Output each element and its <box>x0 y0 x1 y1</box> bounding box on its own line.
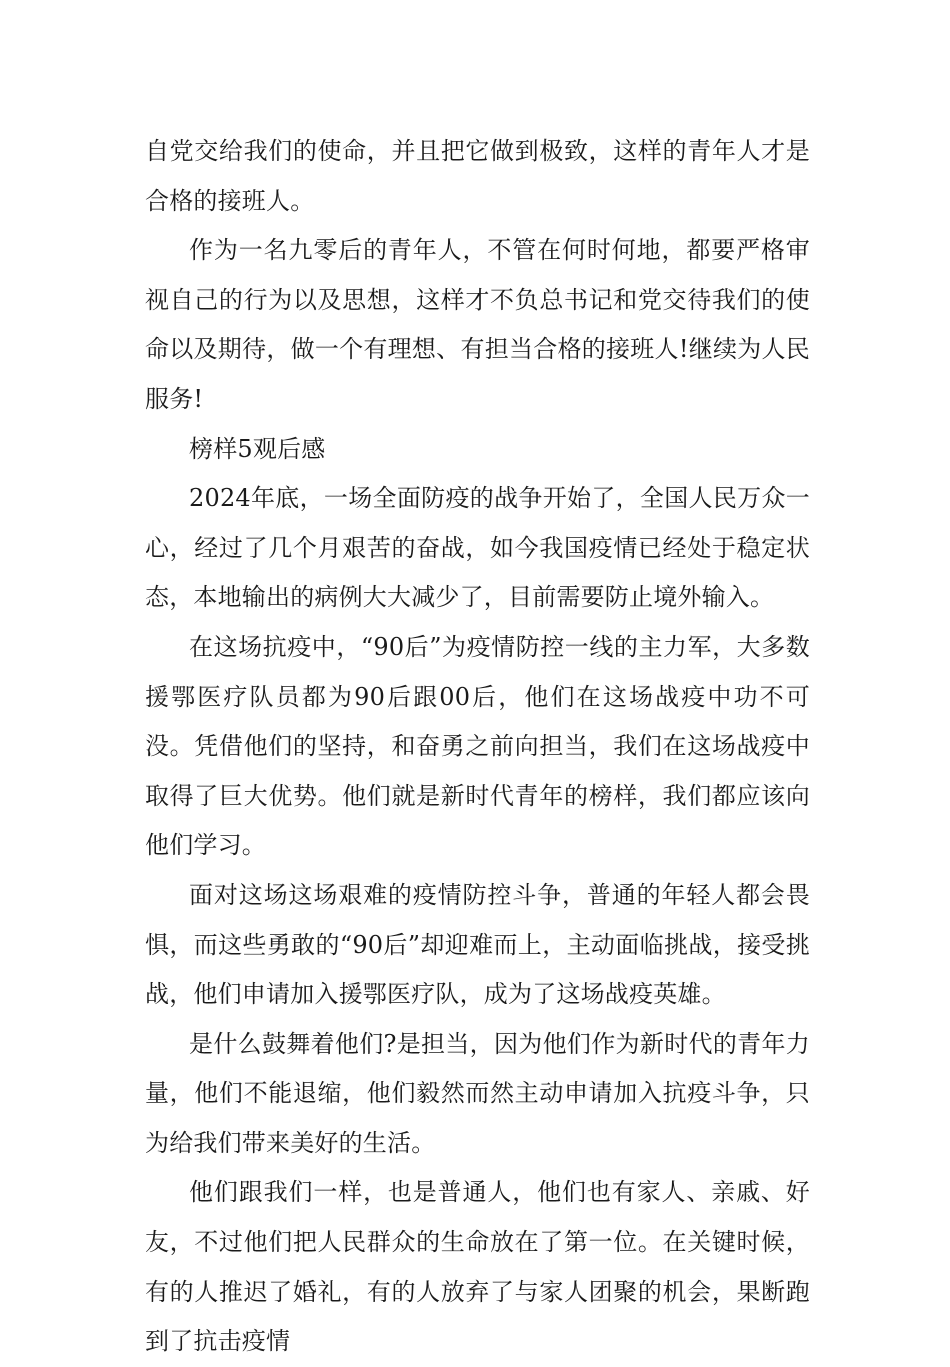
paragraph-7: 他们跟我们一样，也是普通人，他们也有家人、亲戚、好友，不过他们把人民群众的生命放在了第一位。在关键时候，有的人推迟了婚礼，有的人放弃了与家人团聚的机会，果断跑到了抗击疫情 <box>145 1178 810 1356</box>
document-body <box>145 127 810 1367</box>
paragraph-1: 自党交给我们的使命，并且把它做到极致，这样的青年人才是合格的接班人。 <box>145 137 810 215</box>
section-heading: 榜样5观后感 <box>189 434 326 463</box>
paragraph-4: 在这场抗疫中，“90后”为疫情防控一线的主力军，大多数援鄂医疗队员都为90后跟00后，他们在这场战疫中功不可没。凭借他们的坚持，和奋勇之前向担当，我们在这场战疫中取得了巨大优势。他们就是新时代青年的榜样，我们都应该向他们学习。 <box>145 632 810 860</box>
paragraph-5: 面对这场这场艰难的疫情防控斗争，普通的年轻人都会畏惧，而这些勇敢的“90后”却迎难而上，主动面临挑战，接受挑战，他们申请加入援鄂医疗队，成为了这场战疫英雄。 <box>145 880 810 1009</box>
paragraph-2: 作为一名九零后的青年人，不管在何时何地，都要严格审视自己的行为以及思想，这样才不负总书记和党交待我们的使命以及期待，做一个有理想、有担当合格的接班人!继续为人民服务! <box>145 236 810 413</box>
paragraph-3: 2024年底，一场全面防疫的战争开始了，全国人民万众一心，经过了几个月艰苦的奋战，如今我国疫情已经处于稳定状态，本地输出的病例大大减少了，目前需要防止境外输入。 <box>145 484 810 612</box>
paragraph-6: 是什么鼓舞着他们?是担当，因为他们作为新时代的青年力量，他们不能退缩，他们毅然而然主动申请加入抗疫斗争，只为给我们带来美好的生活。 <box>145 1029 810 1157</box>
